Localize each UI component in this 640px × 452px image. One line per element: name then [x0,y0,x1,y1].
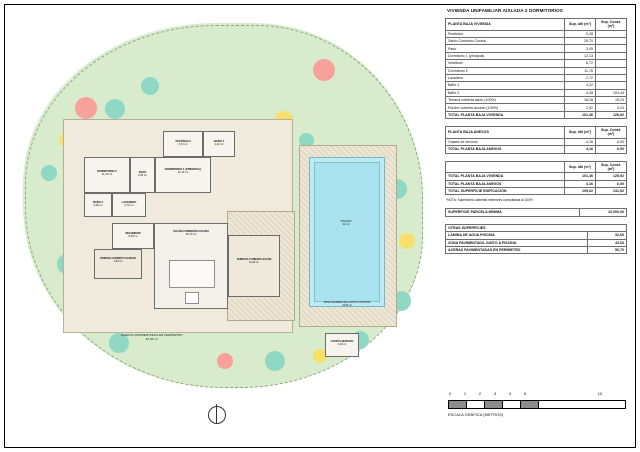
furniture-sofa-table [169,260,215,288]
col-const: Sup. Const. (m²) [596,161,627,173]
tree-icon [265,351,285,371]
table-row: SUPERFICIE PARCELA MÍNIMA 10.000,00 [446,209,627,216]
col-const: Sup. Const. (m²) [596,127,627,139]
room-paso [130,157,155,193]
scale-ticks: 0 1 2 3 4 5 10 [448,391,603,396]
table-planta-baja-vivienda [445,18,627,119]
table-row: TOTAL SUPERFICIE EDIFICACIÓN 105,62 131,92 [446,187,627,194]
room-vestibulo [163,131,203,157]
table-row: Salón-Comedor-Cocina 29,70 [446,38,627,45]
graphic-scale [448,391,626,417]
table-row: ACERAS PAVIMENTADAS EN PERÍMETRO 50,70 [446,246,627,253]
table-row: Porche cubierto acceso (100%) 2,92 3,24 [446,104,627,111]
room-label: DORMITORIO 1 (PRINCIPAL) 12,13 m² [164,168,202,175]
tree-icon [313,59,335,81]
room-label: TERRAZA CUBIERTA SALÓN 19,26 m² [236,258,272,265]
room-label: BAÑO 2 4,28 m² [92,201,104,208]
table-total-row: TOTAL PLANTA BAJA VIVIENDA 101,46 125,92 [446,111,627,118]
room-label: LAVADERO 2,72 m² [121,201,137,208]
table-caption: PLANTA BAJA ANEXOS [446,127,565,139]
table-caption: OTRAS SUPERFICIES [446,224,627,232]
col-util: Sup. útil (m²) [565,161,596,173]
room-recibidor [112,223,154,249]
table-row: Paso 3,45 [446,45,627,52]
tree-icon [105,99,125,119]
pool-paving-label [301,301,393,307]
room-label: CASETA SERVICIO 4,16 m² [330,340,354,347]
tree-icon [41,165,57,181]
surface-note: *NOTA: Superficies cubiertas exteriores computadas al 100% [446,198,533,203]
perimeter-paving-note: ACERAS PAVIMENTADAS EN PERÍMETRO 40,66 m² [121,333,183,341]
pool-paving-area: 43,63 m² [342,304,352,307]
table-row: Vestíbulo 6,72 [446,60,627,67]
plot-area [13,15,433,400]
scale-bar [448,400,626,409]
room-label: PASO 3,45 m² [137,171,148,178]
swimming-pool [309,157,385,307]
table-row: TOTAL PLANTA BAJA ANEXOS 4,16 6,00 [446,180,627,187]
table-caption [446,161,565,173]
table-row: Terraza cubierta salón (100%) 18,28 19,24 [446,97,627,104]
room-bano1 [203,131,235,157]
room-label: DORMITORIO 2 11,76 m² [97,170,117,177]
house-footprint [75,127,295,323]
room-label: BAÑO 1 4,22 m² [213,140,225,147]
table-totales [445,161,627,196]
table-otras-superficies [445,224,627,255]
room-caseta-servicio [325,333,359,357]
room-dormitorio2 [84,157,130,193]
room-lavadero [112,193,146,217]
room-salon-comedor-cocina [154,223,228,309]
tree-icon [399,233,415,249]
room-dormitorio1 [155,157,211,193]
scale-caption: ESCALA GRÁFICA (METROS) [448,412,504,417]
pool-label-area: 32 m² [342,223,350,227]
pool-label-name: PISCINA [340,220,352,223]
furniture-kitchen [185,292,199,304]
table-parcela-minima [445,208,627,216]
pool-paving-name: ZONA PAVIMENTADA JUNTO A PISCINA [323,301,371,304]
table-row: TOTAL PLANTA BAJA VIVIENDA 101,46 125,92 [446,173,627,180]
room-porche-cubierto-acceso [94,249,142,279]
table-row: Baño 2 4,28 103,44 [446,89,627,96]
room-label: SALÓN-COMEDOR-COCINA 29,70 m² [173,230,209,237]
room-label: RECIBIDOR 5,28 m² [125,232,141,239]
table-row: Caseta de servicio 4,16 6,00 [446,138,627,145]
site-plan [5,5,441,447]
room-label: PORCHE CUBIERTO ACCESO 2,92 m² [100,257,136,264]
table-row: Dormitorio 1 (principal) 12,13 [446,52,627,59]
room-label: VESTÍBULO 6,72 m² [175,140,191,147]
col-util: Sup. útil (m²) [565,19,596,31]
pool-label [313,220,379,226]
table-total-row: TOTAL PLANTA BAJA ANEXOS 4,16 6,00 [446,146,627,153]
tree-icon [75,97,97,119]
surface-tables [445,8,632,261]
tree-icon [141,77,159,95]
col-const: Sup. Const. (m²) [596,19,627,31]
pool-water [314,162,380,302]
table-row: ZONA PAVIMENTADA JUNTO A PISCINA 43,63 [446,239,627,246]
col-util: Sup. útil (m²) [565,127,596,139]
table-planta-baja-anexos [445,126,627,153]
sheet-title: VIVIENDA UNIFAMILIAR AISLADA 2 DORMITORIOS [447,8,563,13]
table-row: Baño 1 4,22 [446,82,627,89]
table-caption: PLANTA BAJA VIVIENDA [446,19,565,31]
tree-icon [217,353,233,369]
north-arrow-icon [205,403,227,425]
room-bano2 [84,193,112,217]
table-row: Lavadero 2,72 [446,74,627,81]
table-row: Dormitorio 2 11,76 [446,67,627,74]
table-row: LÁMINA DE AGUA PISCINA 32,00 [446,232,627,239]
table-row: Recibidor 5,28 [446,30,627,37]
room-terraza-cubierta-salon [228,235,280,297]
